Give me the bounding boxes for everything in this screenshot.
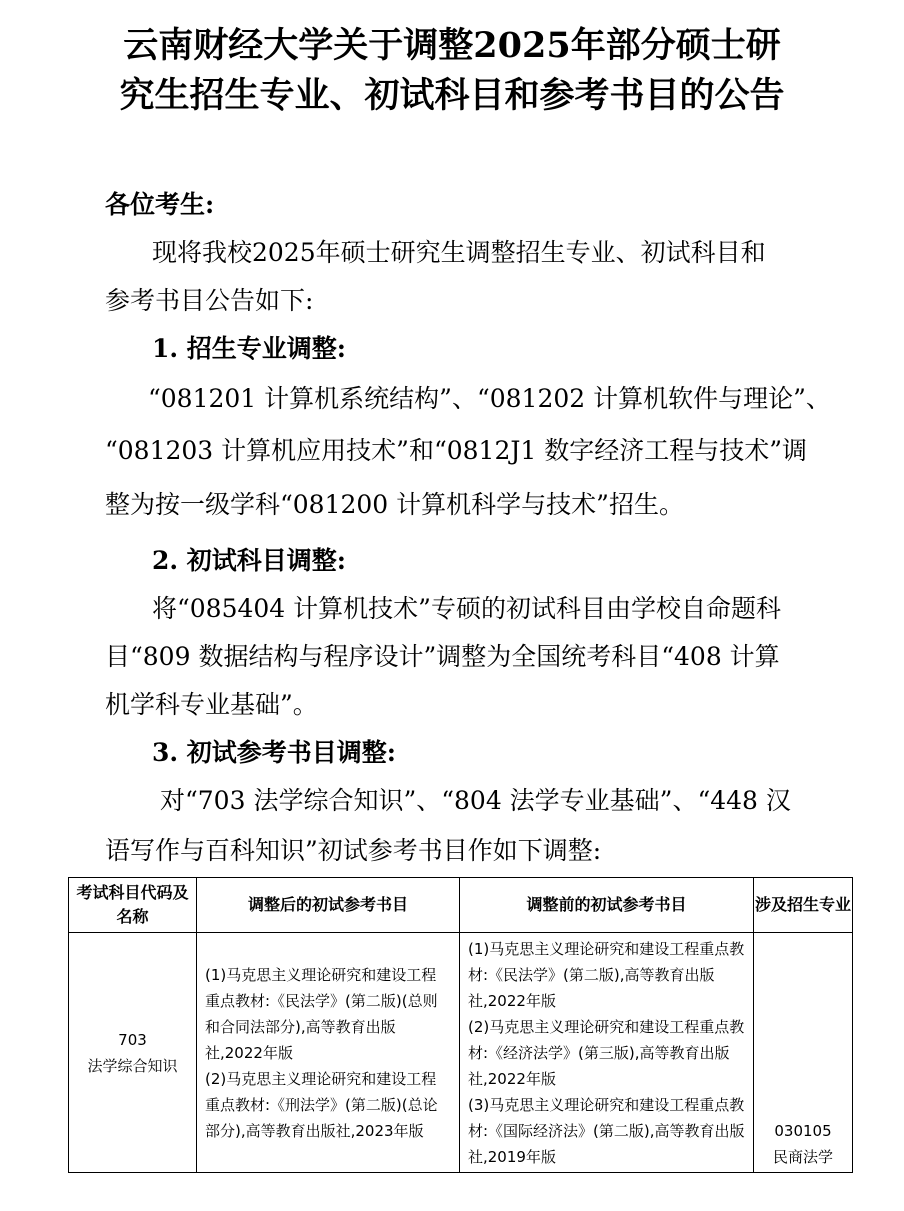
header-code: 考试科目代码及名称 bbox=[69, 878, 197, 933]
table-row bbox=[69, 933, 853, 1173]
intro-line-2: 参考书目公告如下: bbox=[105, 286, 314, 315]
major-name: 民商法学 bbox=[772, 1148, 833, 1166]
section-1-text-2: “081203 计算机应用技术”和“0812J1 数字经济工程与技术”调 bbox=[105, 436, 808, 465]
before-books-cell bbox=[460, 933, 754, 1173]
before-book-2: (2)马克思主义理论研究和建设工程重点教材:《经济法学》(第三版),高等教育出版社,2022年版 bbox=[468, 1017, 745, 1088]
intro-line-1: 现将我校2025年硕士研究生调整招生专业、初试科目和 bbox=[152, 238, 766, 267]
reference-books-table bbox=[68, 877, 853, 1173]
section-3-text-1: 对“703 法学综合知识”、“804 法学专业基础”、“448 汉 bbox=[160, 786, 791, 815]
subject-cell bbox=[69, 933, 197, 1173]
header-after: 调整后的初试参考书目 bbox=[197, 878, 460, 933]
after-book-1: (1)马克思主义理论研究和建设工程重点教材:《民法学》(第二版)(总则和合同法部分),高等教育出版社,2022年版 bbox=[205, 965, 438, 1062]
section-2-text-1: 将“085404 计算机技术”专硕的初试科目由学校自命题科 bbox=[152, 594, 781, 623]
section-2-heading: 2. 初试科目调整: bbox=[152, 546, 347, 575]
section-1-text-1: “081201 计算机系统结构”、“081202 计算机软件与理论”、 bbox=[148, 384, 831, 413]
major-cell bbox=[754, 933, 853, 1173]
section-2-text-3: 机学科专业基础”。 bbox=[105, 690, 318, 719]
before-book-1: (1)马克思主义理论研究和建设工程重点教材:《民法学》(第二版),高等教育出版社,2022年版 bbox=[468, 939, 745, 1010]
before-book-3: (3)马克思主义理论研究和建设工程重点教材:《国际经济法》(第二版),高等教育出版社,2019年版 bbox=[468, 1095, 745, 1166]
table-header-row bbox=[69, 878, 853, 933]
after-book-2: (2)马克思主义理论研究和建设工程重点教材:《刑法学》(第二版)(总论部分),高等教育出版社,2023年版 bbox=[205, 1069, 438, 1140]
page-title-line-2: 究生招生专业、初试科目和参考书目的公告 bbox=[119, 75, 785, 116]
header-before: 调整前的初试参考书目 bbox=[460, 878, 754, 933]
page-title-line-1: 云南财经大学关于调整2025年部分硕士研 bbox=[123, 25, 781, 66]
major-code: 030105 bbox=[774, 1122, 832, 1140]
subject-name: 法学综合知识 bbox=[87, 1056, 178, 1075]
header-major: 涉及招生专业 bbox=[754, 878, 853, 933]
subject-code: 703 bbox=[118, 1030, 147, 1049]
salutation: 各位考生: bbox=[105, 190, 215, 219]
section-1-heading: 1. 招生专业调整: bbox=[152, 334, 347, 363]
section-3-heading: 3. 初试参考书目调整: bbox=[152, 738, 397, 767]
section-1-text-3: 整为按一级学科“081200 计算机科学与技术”招生。 bbox=[105, 490, 684, 519]
section-2-text-2: 目“809 数据结构与程序设计”调整为全国统考科目“408 计算 bbox=[105, 642, 780, 671]
after-books-cell bbox=[197, 933, 460, 1173]
section-3-text-2: 语写作与百科知识”初试参考书目作如下调整: bbox=[105, 836, 602, 865]
